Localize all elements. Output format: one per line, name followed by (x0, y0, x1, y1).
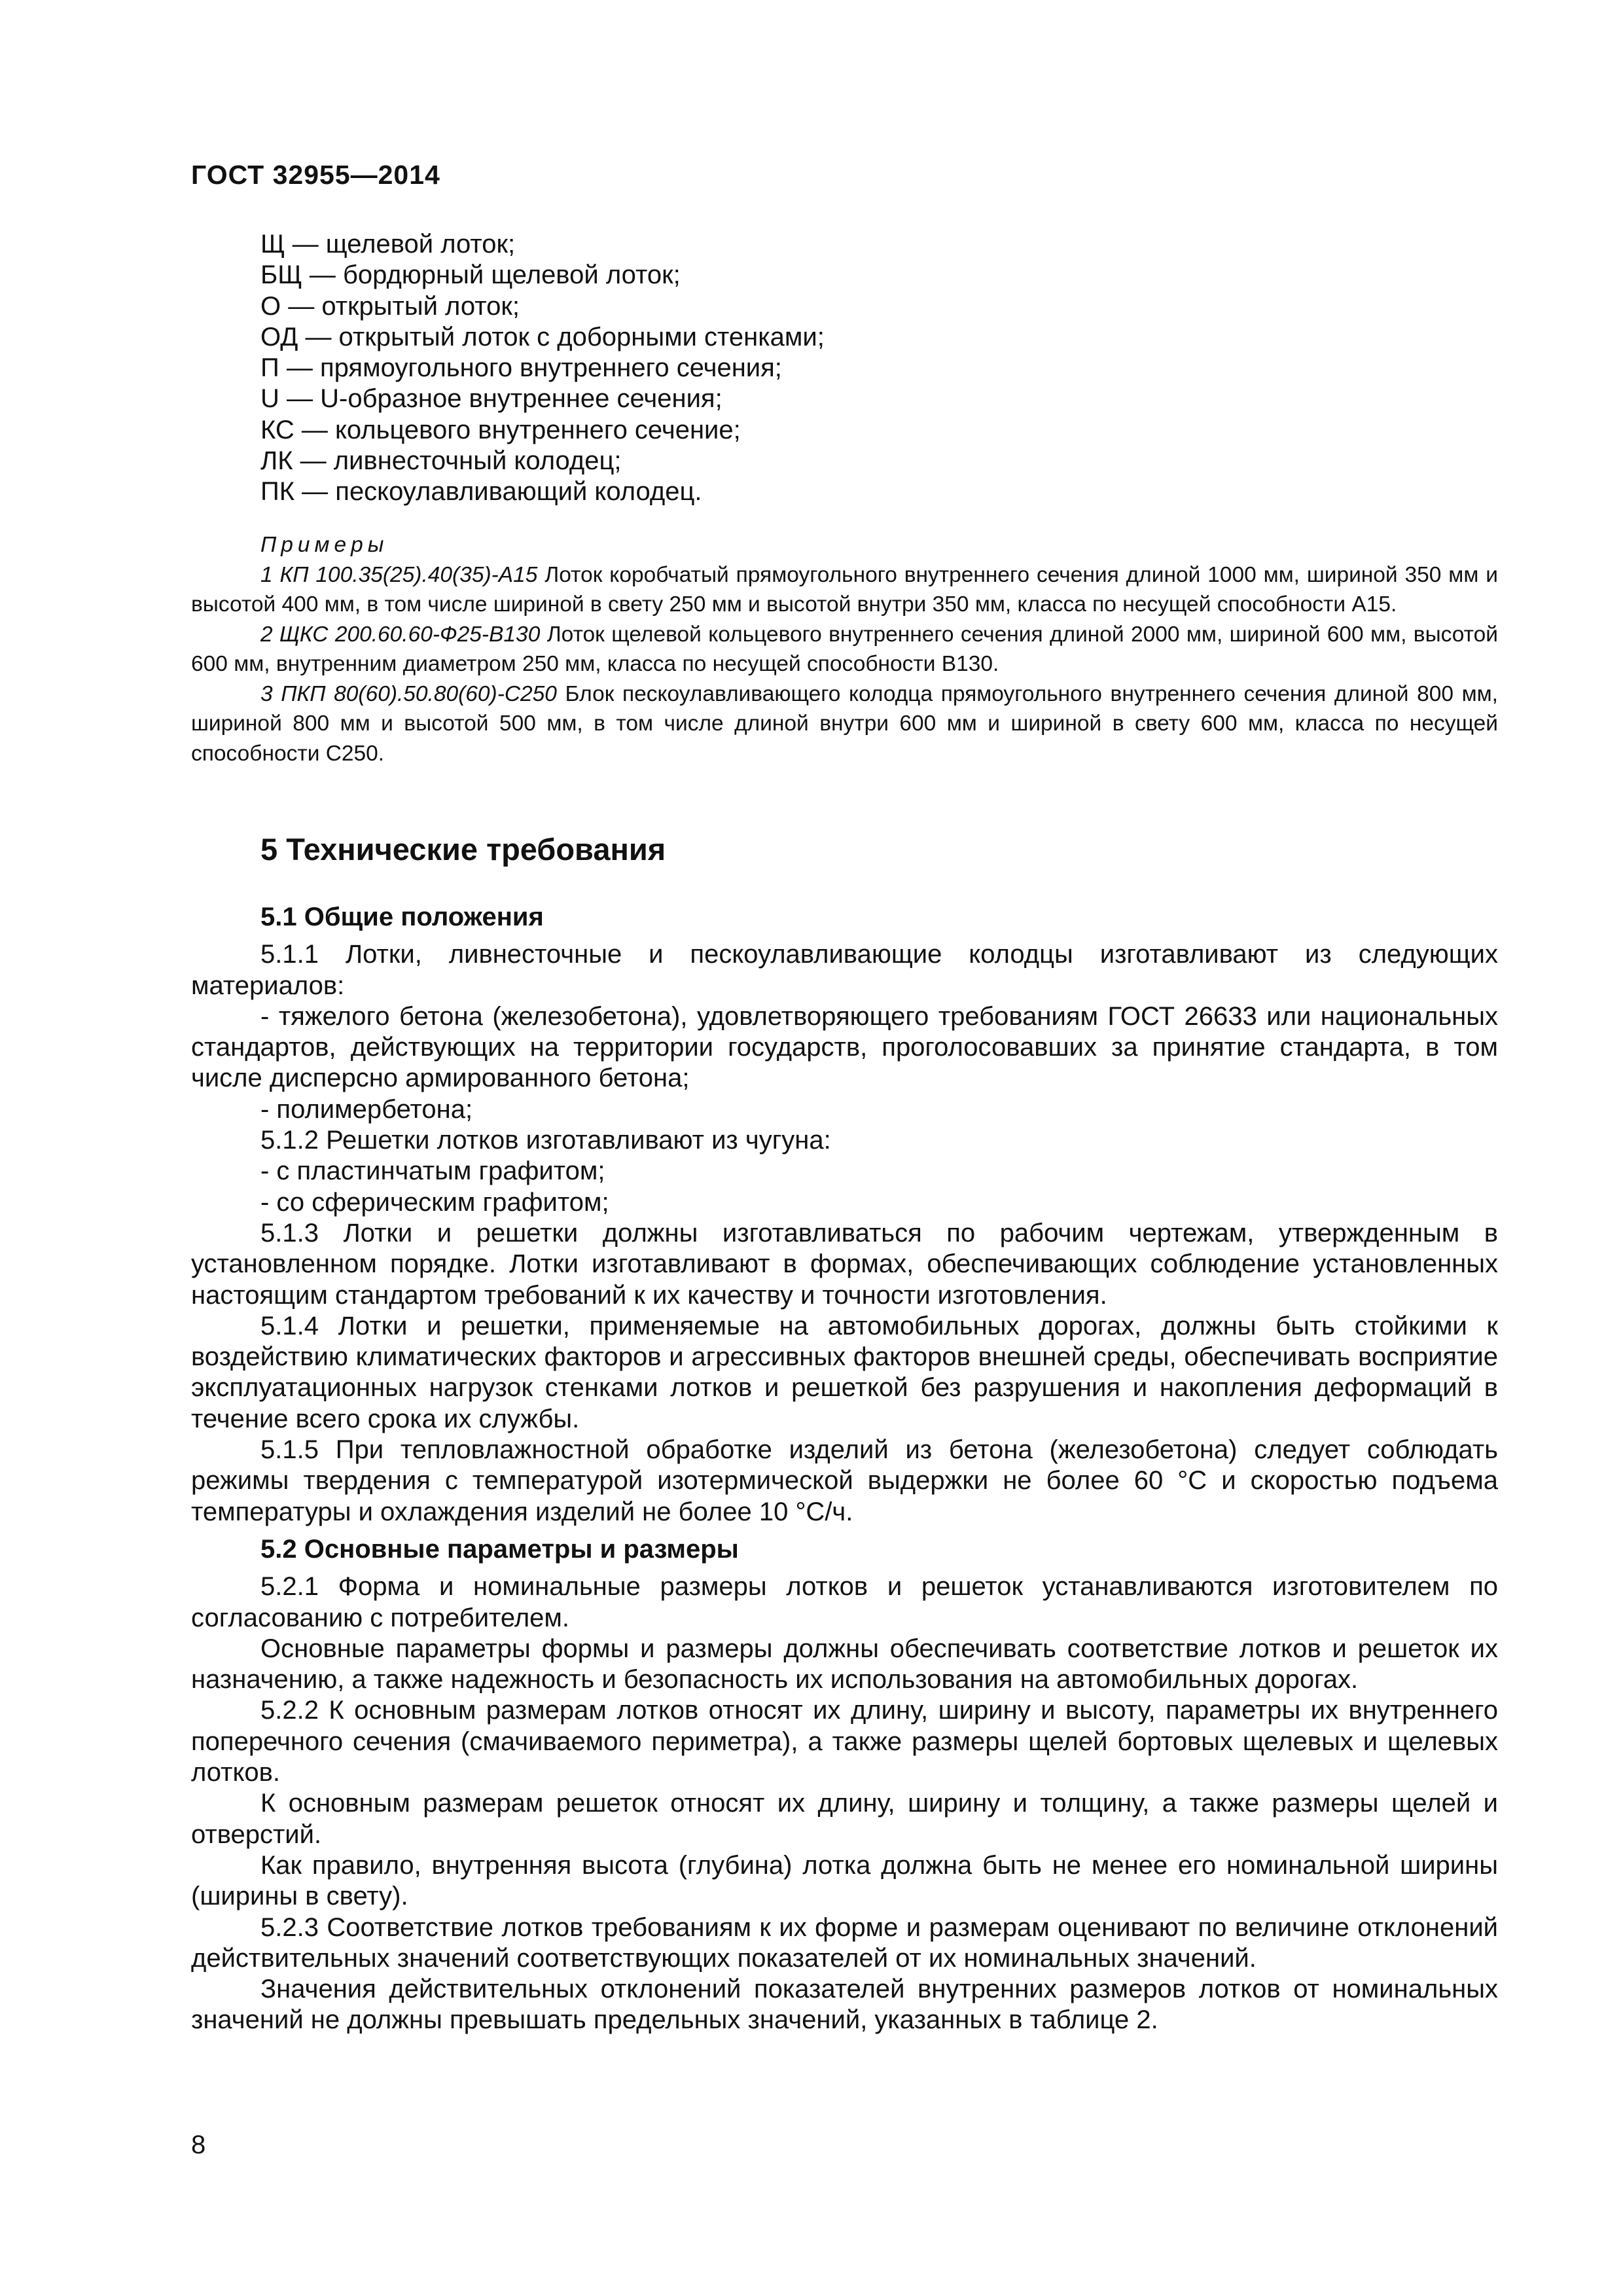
example-text: Блок пескоулавливающего колодца прямоугольного внутреннего сечения длиной 800 мм, шириной 800 мм и высотой 500 мм, в том числе длиной внутри 600 мм и шириной в свету 600 мм, класса по несущей способности С250. (191, 681, 1498, 766)
paragraph: - со сферическим графитом; (260, 1187, 609, 1217)
paragraph: - полимербетона; (260, 1094, 473, 1124)
main-text (191, 902, 1498, 2036)
document-header: ГОСТ 32955—2014 (191, 160, 440, 190)
paragraph: Как правило, внутренняя высота (глубина) лотка должна быть не менее его номинальной ширины (ширины в свету). (191, 1850, 1498, 1911)
paragraph: 5.2.2 К основным размерам лотков относят их длину, ширину и высоту, параметры их внутреннего поперечного сечения (смачиваемого периметра), а также размеры щелей бортовых щелевых и щелевых лотков. (191, 1696, 1498, 1787)
paragraph: 5.1.3 Лотки и решетки должны изготавливаться по рабочим чертежам, утвержденным в установленном порядке. Лотки изготавливают в формах, обеспечивающих соблюдение установленных настоящим стандартом требований к их качеству и точности изготовления. (191, 1218, 1498, 1310)
abbreviation-item: U — U-образное внутреннее сечения; (260, 384, 722, 414)
paragraph: 5.1.4 Лотки и решетки, применяемые на автомобильных дорогах, должны быть стойкими к воздействию климатических факторов и агрессивных факторов внешней среды, обеспечивать восприятие эксплуатационных нагрузок стенками лотков и решеткой без разрушения и накопления деформаций в течение всего срока их службы. (191, 1311, 1498, 1433)
paragraph: 5.1.5 При тепловлажностной обработке изделий из бетона (железобетона) следует соблюдать режимы твердения с температурой изотермической выдержки не более 60 °С и скоростью подъема температуры и охлаждения изделий не более 10 °С/ч. (191, 1435, 1498, 1526)
subsection-5-1-title: 5.1 Общие положения (260, 903, 544, 931)
subsection-5-2-title: 5.2 Основные параметры и размеры (260, 1534, 739, 1564)
abbreviation-item: ПК — пескоулавливающий колодец. (260, 477, 702, 507)
abbreviation-list (260, 229, 825, 508)
abbreviation-item: Щ — щелевой лоток; (260, 230, 516, 259)
paragraph: Основные параметры формы и размеры должны обеспечивать соответствие лотков и решеток их назначению, а также надежность и безопасность их использования на автомобильных дорогах. (191, 1634, 1498, 1695)
example-code: 3 ПКП 80(60).50.80(60)-С250 (260, 681, 557, 706)
example-text: Лоток коробчатый прямоугольного внутреннего сечения длиной 1000 мм, шириной 350 мм и высотой 400 мм, в том числе шириной в свету 250 мм и высотой внутри 350 мм, класса по несущей способности А15. (191, 562, 1498, 617)
example-text: Лоток щелевой кольцевого внутреннего сечения длиной 2000 мм, шириной 600 мм, высотой 600 мм, внутренним диаметром 250 мм, класса по несущей способности В130. (191, 622, 1498, 676)
abbreviation-item: О — открытый лоток; (260, 291, 520, 321)
paragraph: - тяжелого бетона (железобетона), удовлетворяющего требованиям ГОСТ 26633 или национальных стандартов, действующих на территории государств, проголосовавших за принятие стандарта, в том числе дисперсно армированного бетона; (191, 1001, 1498, 1093)
examples-block (191, 530, 1498, 768)
abbreviation-item: П — прямоугольного внутреннего сечения; (260, 353, 782, 383)
paragraph: 5.1.2 Решетки лотков изготавливают из чугуна: (260, 1126, 831, 1155)
example-2 (191, 620, 1498, 679)
paragraph: Значения действительных отклонений показателей внутренних размеров лотков от номинальных значений не должны превышать предельных значений, указанных в таблице 2. (191, 1975, 1498, 2035)
paragraph: К основным размерам решеток относят их длину, ширину и толщину, а также размеры щелей и отверстий. (191, 1789, 1498, 1849)
examples-label: Примеры (260, 533, 389, 557)
page-number: 8 (191, 2130, 206, 2159)
paragraph: - с пластинчатым графитом; (260, 1157, 605, 1186)
paragraph: 5.2.3 Соответствие лотков требованиям к их форме и размерам оценивают по величине отклонений действительных значений соответствующих показателей от их номинальных значений. (191, 1912, 1498, 1973)
section-5-title: 5 Технические требования (260, 832, 666, 867)
paragraph: 5.1.1 Лотки, ливнесточные и пескоулавливающие колодцы изготавливают из следующих материалов: (191, 940, 1498, 1000)
abbreviation-item: КС — кольцевого внутреннего сечение; (260, 415, 741, 444)
abbreviation-item: ЛК — ливнесточный колодец; (260, 446, 622, 476)
example-code: 1 КП 100.35(25).40(35)-А15 (260, 562, 538, 587)
example-code: 2 ЩКС 200.60.60-Ф25-В130 (260, 622, 541, 647)
example-1 (191, 560, 1498, 620)
paragraph: 5.2.1 Форма и номинальные размеры лотков и решеток устанавливаются изготовителем по согласованию с потребителем. (191, 1572, 1498, 1632)
example-3 (191, 679, 1498, 769)
abbreviation-item: БЩ — бордюрный щелевой лоток; (260, 260, 681, 290)
abbreviation-item: ОД — открытый лоток с доборными стенками; (260, 322, 825, 351)
